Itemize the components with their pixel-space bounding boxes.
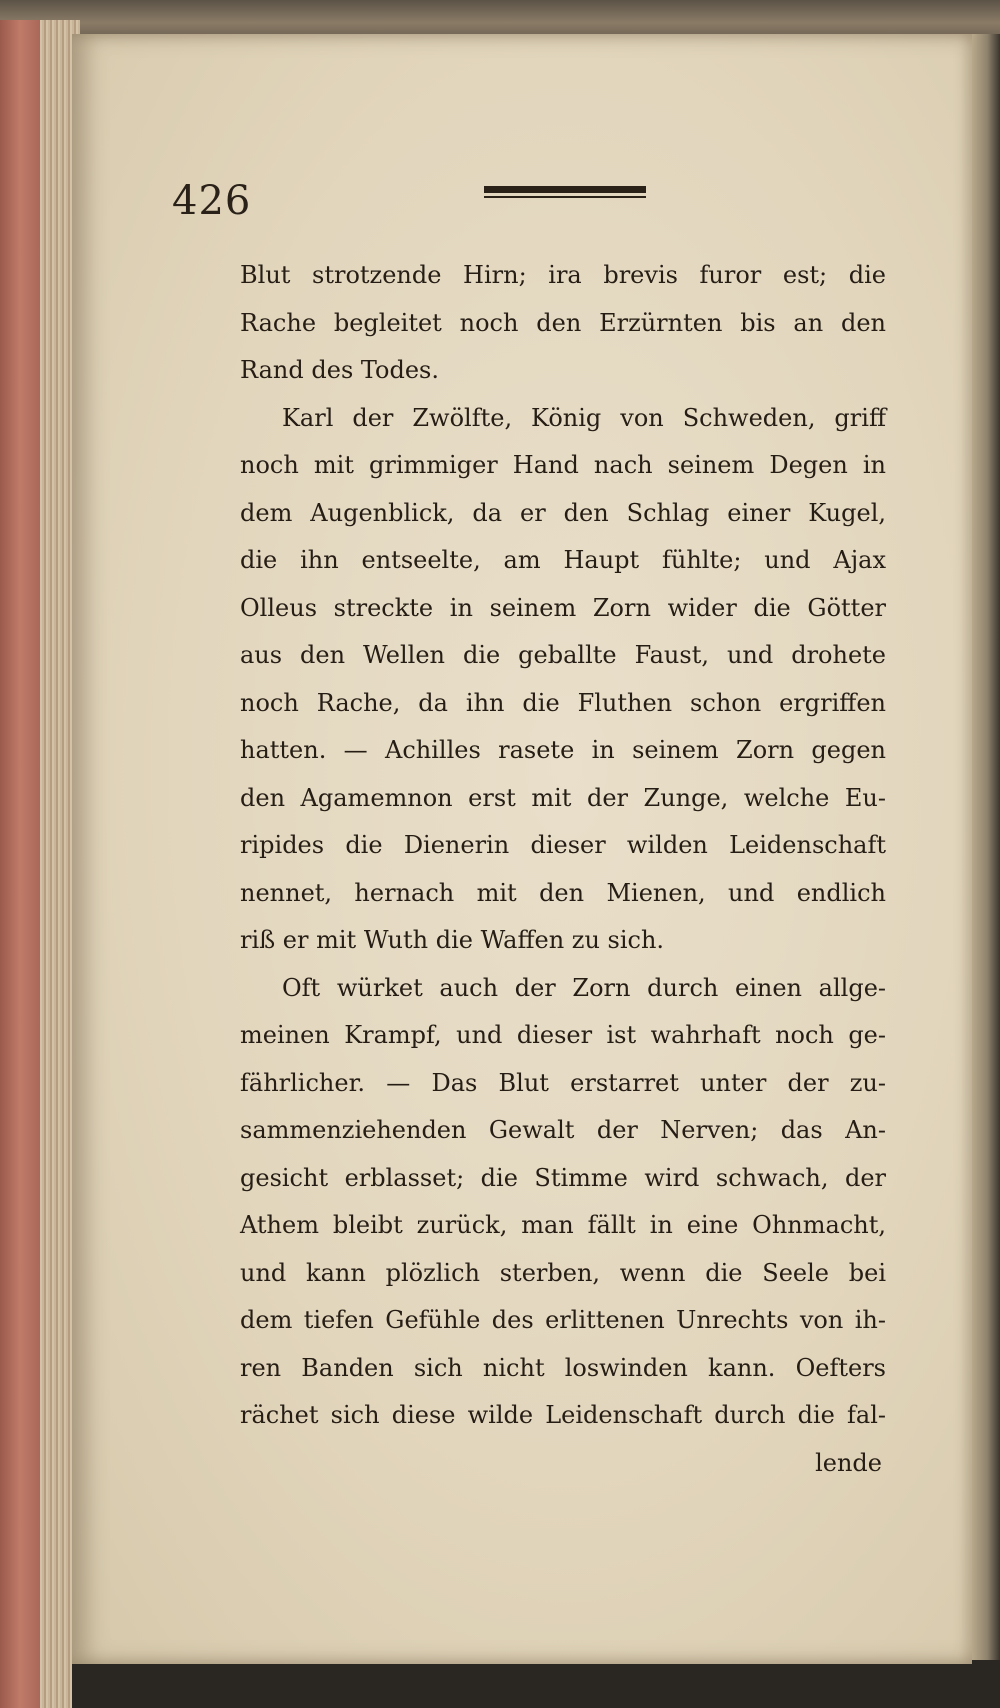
text-line: gesicht erblasset; die Stimme wird schwach, der bbox=[240, 1163, 886, 1192]
text-line: den Agamemnon erst mit der Zunge, welche Eu- bbox=[240, 783, 886, 812]
body-text bbox=[240, 252, 886, 1487]
text-line: Oft würket auch der Zorn durch einen allge- bbox=[282, 973, 886, 1002]
text-line: ripides die Dienerin dieser wilden Leidenschaft bbox=[240, 831, 886, 859]
text-line: die ihn entseelte, am Haupt fühlte; und Ajax bbox=[240, 546, 886, 574]
header-rule-thick bbox=[484, 186, 646, 193]
text-line: hatten. — Achilles rasete in seinem Zorn gegen bbox=[240, 736, 886, 764]
text-line: Rand des Todes. bbox=[240, 356, 439, 384]
text-line: dem Augenblick, da er den Schlag einer Kugel, bbox=[240, 498, 886, 527]
header-rule-thin bbox=[484, 196, 646, 198]
text-line: fährlicher. — Das Blut erstarret unter der zu- bbox=[240, 1068, 886, 1097]
text-line: Karl der Zwölfte, König von Schweden, griff bbox=[282, 403, 886, 432]
page-number: 426 bbox=[172, 178, 252, 224]
book-top-edge bbox=[0, 0, 1000, 38]
text-line: dem tiefen Gefühle des erlittenen Unrechts von ih- bbox=[240, 1306, 886, 1334]
text-line: und kann plözlich sterben, wenn die Seele bei bbox=[240, 1258, 886, 1287]
facing-page-edge bbox=[968, 34, 1000, 1708]
text-line: sammenziehenden Gewalt der Nerven; das An- bbox=[240, 1116, 886, 1144]
text-line: ren Banden sich nicht loswinden kann. Oefters bbox=[240, 1353, 886, 1382]
text-line: aus den Wellen die geballte Faust, und drohete bbox=[240, 641, 886, 669]
text-line: Rache begleitet noch den Erzürnten bis an den bbox=[240, 308, 886, 337]
text-line: noch mit grimmiger Hand nach seinem Degen in bbox=[240, 451, 886, 479]
header-rule bbox=[484, 186, 646, 202]
book-cover-edge bbox=[0, 20, 40, 1708]
background-bottom bbox=[72, 1660, 1000, 1708]
text-line: nennet, hernach mit den Mienen, und endlich bbox=[240, 878, 886, 907]
text-line: rächet sich diese wilde Leidenschaft durch die fal- bbox=[240, 1401, 886, 1429]
text-line: Athem bleibt zurück, man fällt in eine Ohnmacht, bbox=[240, 1211, 886, 1239]
text-line: Blut strotzende Hirn; ira brevis furor est; die bbox=[240, 261, 886, 289]
text-line: Olleus streckte in seinem Zorn wider die Götter bbox=[240, 593, 886, 622]
text-line: noch Rache, da ihn die Fluthen schon ergriffen bbox=[240, 688, 886, 717]
text-line: meinen Krampf, und dieser ist wahrhaft noch ge- bbox=[240, 1021, 886, 1049]
catchword: lende bbox=[815, 1448, 882, 1477]
text-line: riß er mit Wuth die Waffen zu sich. bbox=[240, 926, 665, 954]
